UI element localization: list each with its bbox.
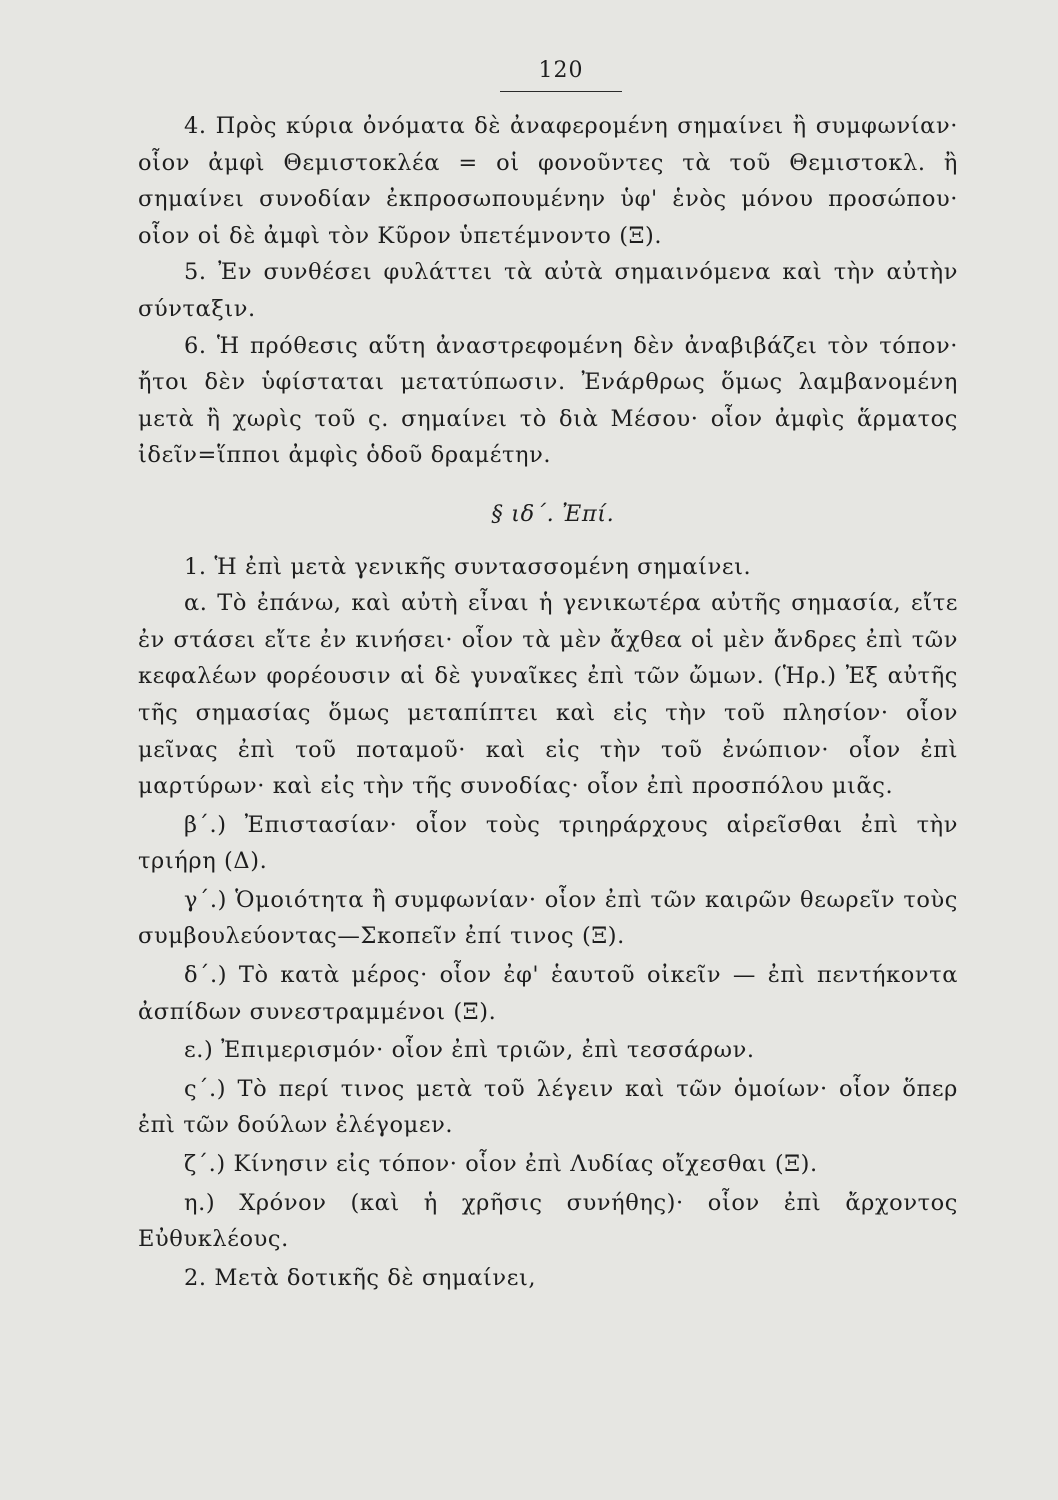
paragraph-6: 6. Ἡ πρόθεσις αὕτη ἀναστρεφομένη δὲν ἀναβιβάζει τὸν τόπον· ἤτοι δὲν ὑφίσταται μετατύπωσιν. Ἐνάρθρως ὅμως λαμβανομένη μετὰ ἢ χωρὶς τοῦ ς. σημαίνει τὸ διὰ Μέσου· οἷον ἀμφὶς ἅρματος ἰδεῖν=ἵπποι ἀμφὶς ὁδοῦ δραμέτην. <box>138 332 958 469</box>
item-alpha: α. Τὸ ἐπάνω, καὶ αὐτὴ εἶναι ἡ γενικωτέρα αὐτῆς σημασία, εἴτε ἐν στάσει εἴτε ἐν κινήσει· οἷον τὰ μὲν ἄχθεα οἱ μὲν ἄνδρες ἐπὶ τῶν κεφαλέων φορέουσιν αἱ δὲ γυναῖκες ἐπὶ τῶν ὤμων. (Ἡρ.) Ἐξ αὐτῆς τῆς σημασίας ὅμως μεταπίπτει καὶ εἰς τὴν τοῦ πλησίον· οἷον μεῖνας ἐπὶ τοῦ ποταμοῦ· καὶ εἰς τὴν τοῦ ἐνώπιον· οἷον ἐπὶ μαρτύρων· καὶ εἰς τὴν τῆς συνοδίας· οἷον ἐπὶ προσπόλου μιᾶς. <box>138 590 958 800</box>
page-number: 120 <box>538 58 584 83</box>
item-delta: δ΄.) Τὸ κατὰ μέρος· οἷον ἐφ' ἑαυτοῦ οἰκεῖν — ἐπὶ πεντήκοντα ἀσπίδων συνεστραμμένοι (Ξ). <box>138 962 958 1025</box>
item-zeta: ζ΄.) Κίνησιν εἰς τόπον· οἷον ἐπὶ Λυδίας οἴχεσθαι (Ξ). <box>184 1151 818 1178</box>
paragraph-2-dative: 2. Μετὰ δοτικῆς δὲ σημαίνει, <box>184 1264 537 1291</box>
section-heading: § ιδ΄. Ἐπί. <box>491 500 615 527</box>
paragraph-5: 5. Ἐν συνθέσει φυλάττει τὰ αὐτὰ σημαινόμενα καὶ τὴν αὐτὴν σύνταξιν. <box>138 259 958 322</box>
page-number-rule <box>500 91 622 92</box>
body-text <box>138 108 958 1296</box>
item-epsilon: ε.) Ἐπιμερισμόν· οἷον ἐπὶ τριῶν, ἐπὶ τεσσάρων. <box>184 1037 755 1064</box>
paragraph-1-genitive: 1. Ἡ ἐπὶ μετὰ γενικῆς συντασσομένη σημαίνει. <box>184 553 752 580</box>
item-gamma: γ΄.) Ὁμοιότητα ἢ συμφωνίαν· οἷον ἐπὶ τῶν καιρῶν θεωρεῖν τοὺς συμβουλεύοντας—Σκοπεῖν ἐπί τινος (Ξ). <box>138 886 958 950</box>
paragraph-4: 4. Πρὸς κύρια ὀνόματα δὲ ἀναφερομένη σημαίνει ἢ συμφωνίαν· οἷον ἀμφὶ Θεμιστοκλέα = οἱ φονοῦντες τὰ τοῦ Θεμιστοκλ. ἢ σημαίνει συνοδίαν ἐκπροσωπουμένην ὑφ' ἑνὸς μόνου προσώπου· οἷον οἱ δὲ ἀμφὶ τὸν Κῦρον ὑπετέμνοντο (Ξ). <box>138 113 958 249</box>
item-stigma: ς΄.) Τὸ περί τινος μετὰ τοῦ λέγειν καὶ τῶν ὁμοίων· οἷον ὅπερ ἐπὶ τῶν δούλων ἐλέγομεν. <box>138 1075 958 1139</box>
item-eta: η.) Χρόνον (καὶ ἡ χρῆσις συνήθης)· οἷον ἐπὶ ἄρχοντος Εὐθυκλέους. <box>138 1189 958 1253</box>
item-beta: β΄.) Ἐπιστασίαν· οἷον τοὺς τριηράρχους αἱρεῖσθαι ἐπὶ τὴν τριήρη (Δ). <box>138 811 958 875</box>
